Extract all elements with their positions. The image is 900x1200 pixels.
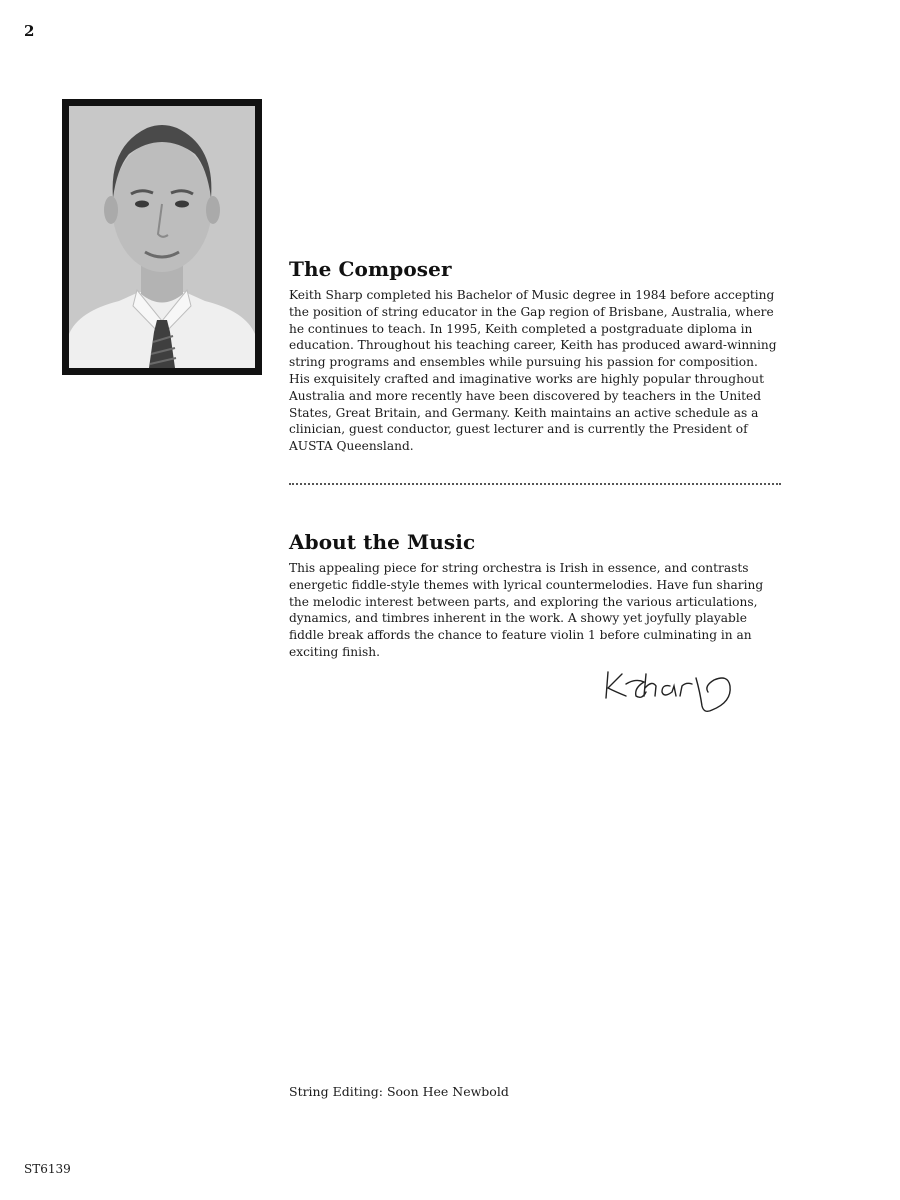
about-description: This appealing piece for string orchestra is Irish in essence, and contrasts energetic fiddle-style themes with lyrical countermelodies. Have fun sharing the melodic interest between parts, and exploring the various articulations, dynamics, and timbres inherent in the work. A showy yet joyfully playable fiddle break affords the chance to feature violin 1 before culminating in an exciting finish. — [289, 561, 764, 659]
composer-photo — [62, 99, 262, 375]
page-number: 2 — [24, 22, 35, 40]
about-section — [289, 530, 781, 661]
catalog-number: ST6139 — [24, 1162, 71, 1176]
composer-bio: Keith Sharp completed his Bachelor of Music degree in 1984 before accepting the position of string educator in the Gap region of Brisbane, Australia, where he continues to teach. In 1995, Keith completed a postgraduate diploma in education. Throughout his teaching career, Keith has produced award-winning string programs and ensembles while pursuing his passion for composition. His exquisitely crafted and imaginative works are highly popular throughout Australia and more recently have been discovered by teachers in the United States, Great Britain, and Germany. Keith maintains an active schedule as a clinician, guest conductor, guest lecturer and is currently the President of AUSTA Queensland. — [289, 288, 777, 454]
signature-image — [600, 662, 740, 716]
about-heading: About the Music — [289, 530, 476, 554]
portrait-image — [69, 106, 255, 368]
composer-heading: The Composer — [289, 257, 452, 281]
section-divider — [289, 483, 781, 485]
composer-section — [289, 257, 781, 455]
string-editing-credit: String Editing: Soon Hee Newbold — [289, 1084, 509, 1099]
